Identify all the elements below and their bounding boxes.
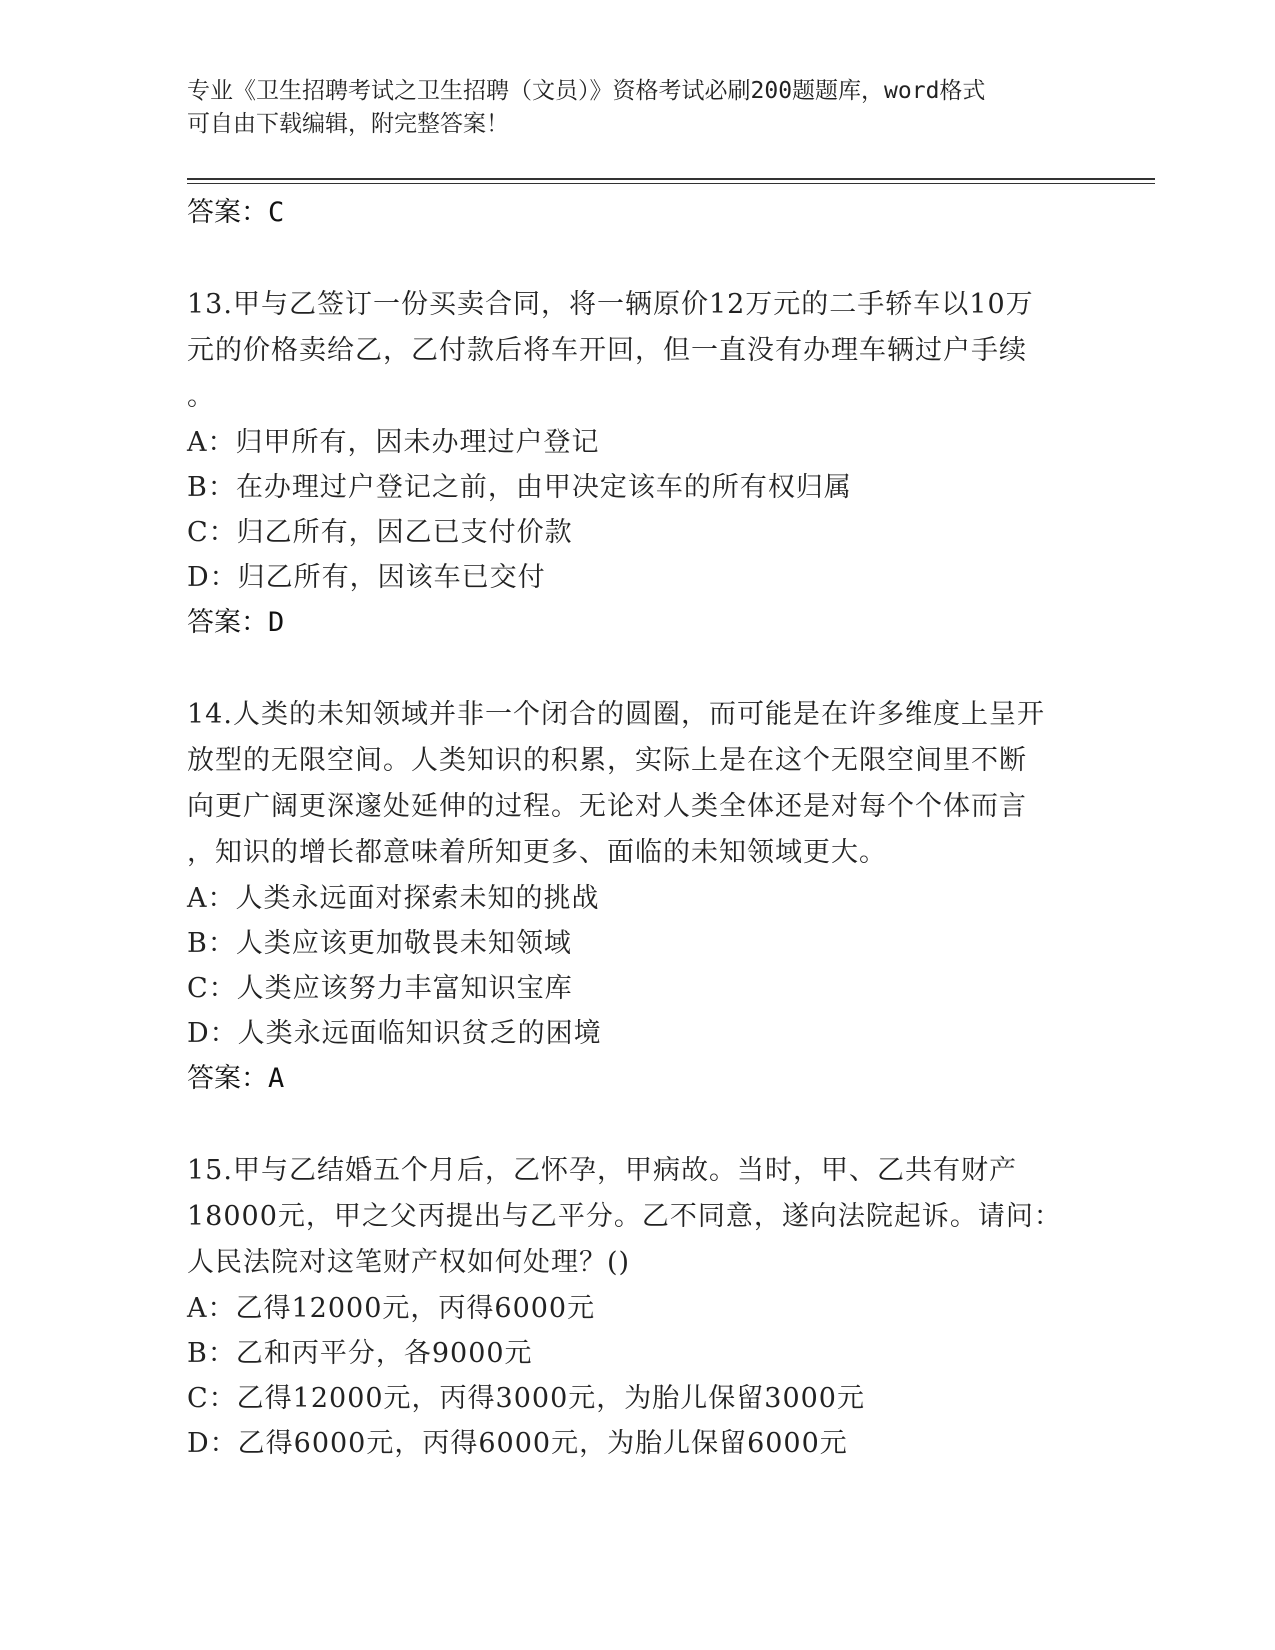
question-13-option-a: A：归甲所有，因未办理过户登记: [187, 427, 600, 458]
document-header: [187, 75, 1067, 141]
spacer: [187, 646, 1087, 692]
answer-q14: 答案：A: [187, 1063, 285, 1094]
question-content: [187, 190, 1087, 1466]
header-line-1: 专业《卫生招聘考试之卫生招聘（文员）》资格考试必刷200题题库，word格式: [187, 78, 986, 104]
question-15-line-1: 15.甲与乙结婚五个月后，乙怀孕，甲病故。当时，甲、乙共有财产: [187, 1155, 1017, 1186]
header-divider-thin: [187, 183, 1155, 184]
question-13-line-3: 。: [187, 381, 215, 412]
question-15-option-d: D：乙得6000元，丙得6000元，为胎儿保留6000元: [187, 1428, 848, 1459]
question-13-line-2: 元的价格卖给乙，乙付款后将车开回，但一直没有办理车辆过户手续: [187, 335, 1027, 366]
question-14-option-d: D：人类永远面临知识贫乏的困境: [187, 1018, 602, 1049]
spacer: [187, 236, 1087, 282]
header-divider-thick: [187, 178, 1155, 180]
question-14-line-3: 向更广阔更深邃处延伸的过程。无论对人类全体还是对每个个体而言: [187, 791, 1027, 822]
question-15-option-a: A：乙得12000元，丙得6000元: [187, 1293, 596, 1324]
question-14-option-b: B：人类应该更加敬畏未知领域: [187, 928, 572, 959]
spacer: [187, 1102, 1087, 1148]
question-13-text: [187, 282, 1087, 420]
answer-q12: 答案：C: [187, 197, 285, 228]
question-15-option-c: C：乙得12000元，丙得3000元，为胎儿保留3000元: [187, 1383, 865, 1414]
header-line-2: 可自由下载编辑，附完整答案！: [187, 111, 509, 137]
question-13-option-c: C：归乙所有，因乙已支付价款: [187, 517, 573, 548]
question-14-text: [187, 692, 1087, 876]
question-13-line-1: 13.甲与乙签订一份买卖合同，将一辆原价12万元的二手轿车以10万: [187, 289, 1034, 320]
question-13-option-b: B：在办理过户登记之前，由甲决定该车的所有权归属: [187, 472, 852, 503]
question-14-option-a: A：人类永远面对探索未知的挑战: [187, 883, 600, 914]
question-14-line-4: ，知识的增长都意味着所知更多、面临的未知领域更大。: [187, 837, 887, 868]
question-14-option-c: C：人类应该努力丰富知识宝库: [187, 973, 573, 1004]
question-15-line-3: 人民法院对这笔财产权如何处理？(): [187, 1247, 631, 1278]
question-15-line-2: 18000元，甲之父丙提出与乙平分。乙不同意，遂向法院起诉。请问：: [187, 1201, 1062, 1232]
question-14-line-1: 14.人类的未知领域并非一个闭合的圆圈，而可能是在许多维度上呈开: [187, 699, 1045, 730]
answer-q13: 答案：D: [187, 607, 285, 638]
question-15-text: [187, 1148, 1087, 1286]
question-14-line-2: 放型的无限空间。人类知识的积累，实际上是在这个无限空间里不断: [187, 745, 1027, 776]
question-15-option-b: B：乙和丙平分，各9000元: [187, 1338, 533, 1369]
question-13-option-d: D：归乙所有，因该车已交付: [187, 562, 546, 593]
